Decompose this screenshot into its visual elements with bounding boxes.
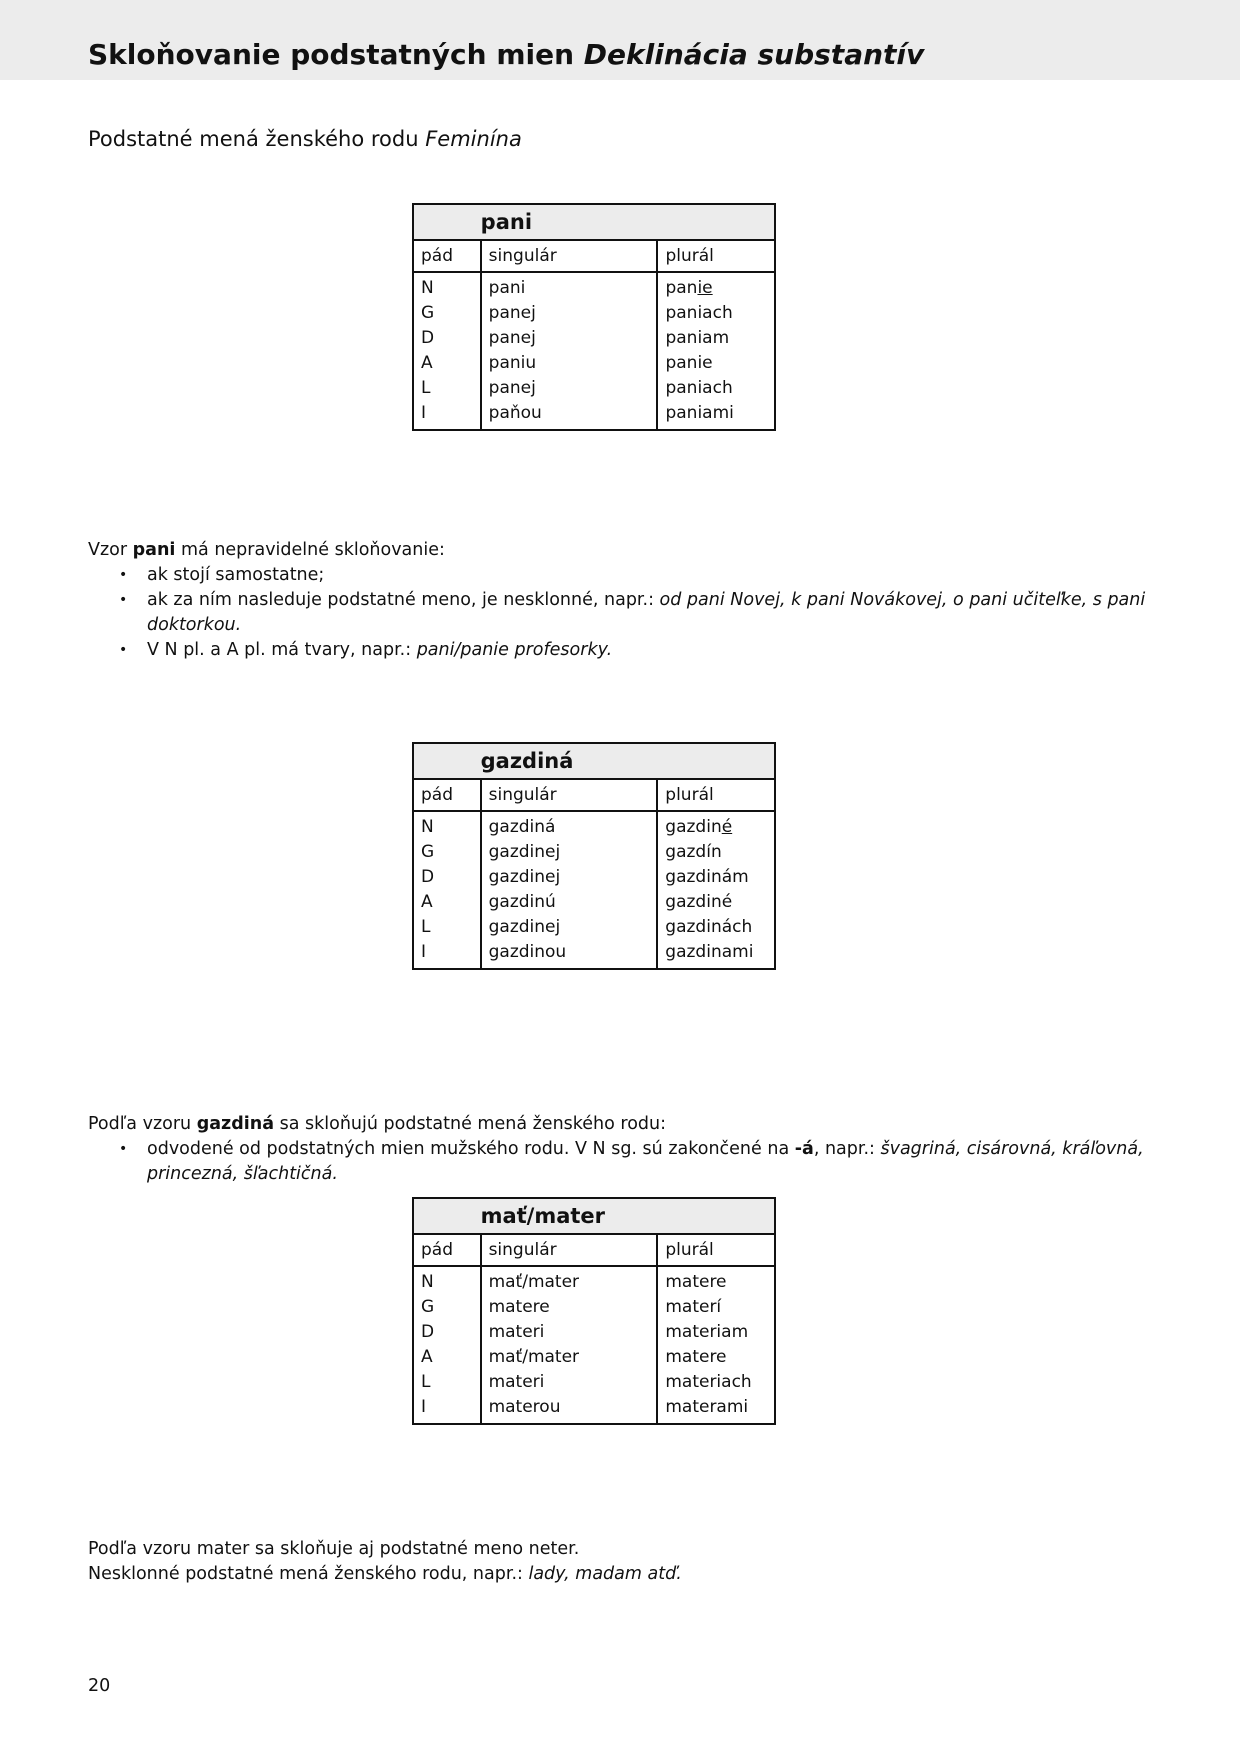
case-label: D [421,867,435,887]
list-item [88,638,1168,663]
column-header-plural: plurál [657,240,775,272]
column-header-case: pád [413,240,481,272]
plural-stem: gazdin [665,817,722,837]
table-word: gazdiná [481,743,775,779]
note-text: Vzor [88,540,133,560]
singular-form: paňou [488,403,542,423]
note-pani [88,538,1168,663]
case-label: I [421,942,427,962]
singular-column [481,811,658,969]
declension-table-mater [412,1197,776,1425]
plural-column [657,1266,775,1424]
list-item [88,563,1168,588]
singular-column [481,1266,658,1424]
plural-form-first [665,815,774,840]
note-mater [88,1537,1168,1587]
table-word: pani [481,204,775,240]
plural-form: materiam [665,1322,749,1342]
note-keyword: pani [132,540,176,560]
column-header-singular: singulár [481,1234,658,1266]
table-header-blank [413,204,481,240]
note-gazdina [88,1112,1168,1187]
plural-form: materami [665,1397,749,1417]
note-intro [88,1112,1168,1137]
case-label: N [421,278,434,298]
case-label: G [421,842,435,862]
case-label: G [421,1297,435,1317]
note-text: ak stojí samostatne; [147,565,325,585]
declension-table-gazdina [412,742,776,970]
note-text: sa skloňujú podstatné mená ženského rodu: [274,1114,667,1134]
list-item [88,588,1168,638]
page-title-latin: Deklinácia substantív [583,38,925,71]
note-example: od pani Novej, k pani Novákovej, o pani učiteľke, s pani doktorkou. [147,590,1146,635]
table-header-blank [413,743,481,779]
note-intro [88,538,1168,563]
page-title [88,38,924,72]
page-number: 20 [88,1676,111,1696]
singular-form: gazdinej [488,842,561,862]
case-label: A [421,892,433,912]
case-label: A [421,353,433,373]
plural-column [657,272,775,430]
note-example: pani/panie profesorky. [416,640,613,660]
plural-form: paniami [665,403,734,423]
singular-form: matere [488,1297,550,1317]
note-text: má nepravidelné skloňovanie: [175,540,445,560]
singular-form: gazdinou [488,942,567,962]
note-text: V N pl. a A pl. má tvary, napr.: [147,640,417,660]
plural-form: gazdinám [665,867,749,887]
case-label: I [421,403,427,423]
note-text: odvodené od podstatných mien mužského rodu. V N sg. sú zakončené na [147,1139,795,1159]
singular-form: gazdinej [488,917,561,937]
case-label: I [421,1397,427,1417]
note-text: , napr.: [813,1139,881,1159]
singular-column [481,272,658,430]
case-label: N [421,817,434,837]
case-label: D [421,328,435,348]
case-label: L [421,917,431,937]
case-label: G [421,303,435,323]
plural-form: gazdinami [665,942,754,962]
case-label: L [421,1372,431,1392]
case-column [413,1266,481,1424]
plural-form: gazdín [665,842,722,862]
singular-form: materou [488,1397,561,1417]
singular-form: pani [488,278,526,298]
plural-ending-underlined: é [721,817,733,837]
note-bullet-list [88,563,1168,663]
singular-form: paniu [488,353,537,373]
case-label: L [421,378,431,398]
plural-form: paniach [665,303,733,323]
page-title-main: Skloňovanie podstatných mien [88,38,575,71]
note-line: Podľa vzoru mater sa skloňuje aj podstatné meno neter. [88,1539,580,1559]
singular-form: materi [488,1322,545,1342]
plural-form: materiach [665,1372,752,1392]
plural-stem: pan [665,278,698,298]
note-text: ak za ním nasleduje podstatné meno, je nesklonné, napr.: [147,590,660,610]
singular-form: panej [488,328,536,348]
table-header-blank [413,1198,481,1234]
case-label: A [421,1347,433,1367]
plural-form: paniam [665,328,730,348]
singular-form: panej [488,303,536,323]
case-label: N [421,1272,434,1292]
note-example: švagriná, cisárovná, kráľovná, princezná, šľachtičná. [147,1139,1144,1184]
case-label: D [421,1322,435,1342]
plural-ending-underlined: ie [697,278,713,298]
note-line [88,1562,1168,1587]
column-header-singular: singulár [481,240,658,272]
plural-form: matere [665,1347,727,1367]
singular-form: mať/mater [488,1347,580,1367]
column-header-singular: singulár [481,779,658,811]
table-word: mať/mater [481,1198,775,1234]
section-heading-main: Podstatné mená ženského rodu [88,127,419,151]
plural-form: gazdiné [665,892,733,912]
singular-form: mať/mater [488,1272,580,1292]
note-text: Podľa vzoru [88,1114,197,1134]
plural-form: panie [665,353,713,373]
column-header-plural: plurál [657,779,775,811]
singular-form: panej [488,378,536,398]
plural-form-first [665,276,774,301]
list-item [88,1137,1168,1187]
case-column [413,272,481,430]
declension-table-pani [412,203,776,431]
plural-column [657,811,775,969]
singular-form: gazdinej [488,867,561,887]
column-header-case: pád [413,1234,481,1266]
plural-form: gazdinách [665,917,753,937]
column-header-plural: plurál [657,1234,775,1266]
note-text: Nesklonné podstatné mená ženského rodu, napr.: [88,1564,529,1584]
note-keyword: -á [794,1139,814,1159]
section-heading [88,127,522,151]
column-header-case: pád [413,779,481,811]
note-keyword: gazdiná [196,1114,275,1134]
singular-form: materi [488,1372,545,1392]
section-heading-latin: Feminína [425,127,522,151]
plural-form: materí [665,1297,722,1317]
plural-form: matere [665,1272,727,1292]
note-example: lady, madam atď. [528,1564,682,1584]
plural-form: paniach [665,378,733,398]
note-bullet-list [88,1137,1168,1187]
singular-form: gazdinú [488,892,556,912]
case-column [413,811,481,969]
singular-form: gazdiná [488,817,556,837]
